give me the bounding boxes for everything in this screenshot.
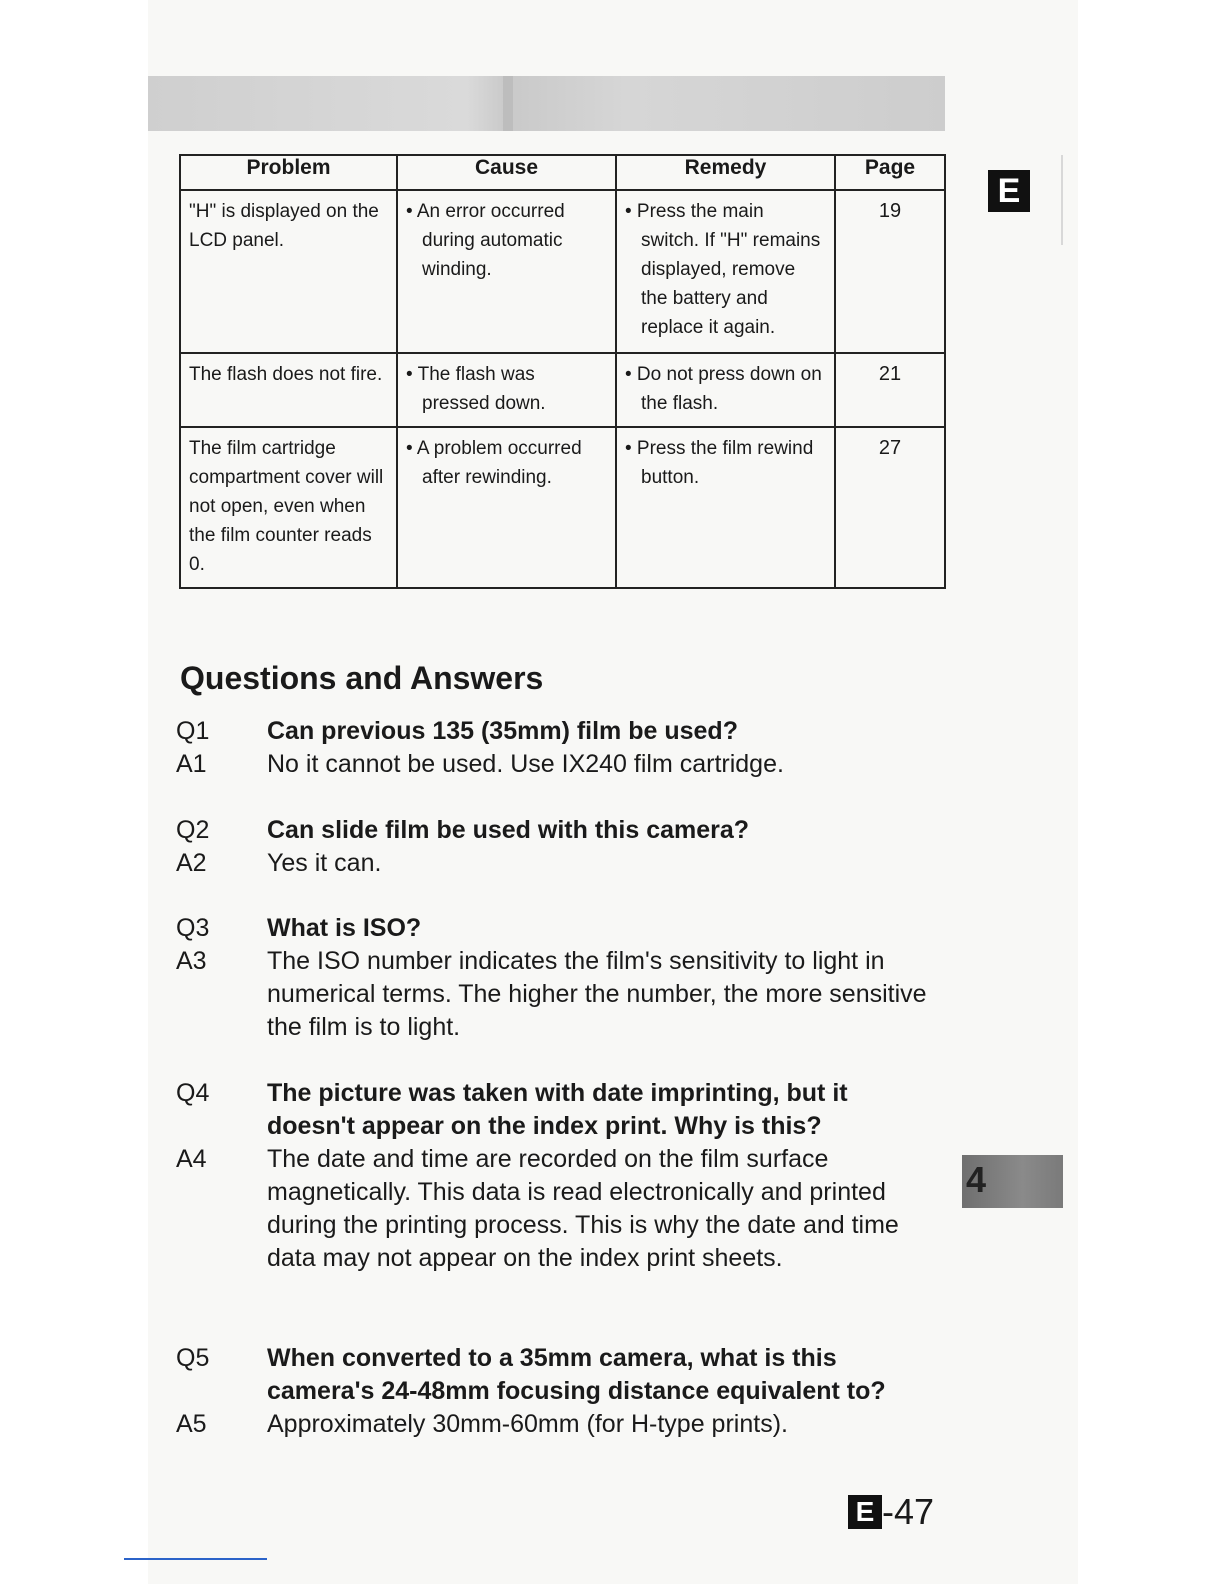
page-cell: 21 (835, 353, 945, 427)
question-label: Q1 (176, 717, 210, 745)
side-divider (1061, 155, 1063, 245)
qa-item (176, 912, 936, 1044)
qa-item (176, 1077, 936, 1275)
troubleshooting-table (179, 154, 946, 589)
header-page: Page (835, 155, 945, 190)
question-label: Q2 (176, 816, 210, 844)
cause-cell: • The flash was pressed down. (397, 353, 616, 427)
remedy-cell: • Press the main switch. If "H" remains displayed, remove the battery and replace it again. (616, 190, 835, 353)
answer-label: A1 (176, 750, 207, 778)
header-bar (148, 76, 945, 131)
problem-cell: "H" is displayed on the LCD panel. (180, 190, 397, 353)
table-row (180, 427, 945, 588)
header-remedy: Remedy (616, 155, 835, 190)
answer-label: A5 (176, 1410, 207, 1438)
qa-item (176, 814, 936, 880)
problem-cell: The flash does not fire. (180, 353, 397, 427)
question-text: What is ISO? (267, 914, 422, 942)
page-number (848, 1492, 934, 1532)
problem-cell: The film cartridge compartment cover will not open, even when the film counter reads 0. (180, 427, 397, 588)
answer-label: A2 (176, 849, 207, 877)
question-label: Q4 (176, 1079, 210, 1107)
page-section-letter: E (848, 1495, 882, 1529)
qa-item (176, 1342, 936, 1441)
header-problem: Problem (180, 155, 397, 190)
table-row (180, 190, 945, 353)
answer-text: Yes it can. (267, 849, 382, 877)
footer-rule (124, 1558, 267, 1560)
page-number-value: -47 (882, 1491, 935, 1532)
question-text: The picture was taken with date imprinting, but it doesn't appear on the index print. Why is this? (267, 1079, 848, 1140)
question-text: When converted to a 35mm camera, what is this camera's 24-48mm focusing distance equivalent to? (267, 1344, 886, 1405)
header-cause: Cause (397, 155, 616, 190)
remedy-cell: • Press the film rewind button. (616, 427, 835, 588)
page-cell: 19 (835, 190, 945, 353)
page-cell: 27 (835, 427, 945, 588)
answer-text: The date and time are recorded on the film surface magnetically. This data is read electronically and printed during the printing process. This is why the date and time data may not appear on the index print sheets. (267, 1145, 899, 1272)
chapter-number: 4 (966, 1159, 987, 1200)
table-row (180, 353, 945, 427)
answer-text: No it cannot be used. Use IX240 film cartridge. (267, 750, 784, 778)
remedy-cell: • Do not press down on the flash. (616, 353, 835, 427)
answer-text: The ISO number indicates the film's sensitivity to light in numerical terms. The higher the number, the more sensitive the film is to light. (267, 947, 927, 1041)
question-label: Q3 (176, 914, 210, 942)
answer-label: A4 (176, 1145, 207, 1173)
cause-cell: • An error occurred during automatic winding. (397, 190, 616, 353)
question-text: Can previous 135 (35mm) film be used? (267, 717, 738, 745)
section-tab-e: E (988, 170, 1030, 212)
question-text: Can slide film be used with this camera? (267, 816, 750, 844)
qa-item (176, 715, 936, 781)
cause-cell: • A problem occurred after rewinding. (397, 427, 616, 588)
answer-text: Approximately 30mm-60mm (for H-type prints). (267, 1410, 788, 1438)
answer-label: A3 (176, 947, 207, 975)
qa-section-title: Questions and Answers (180, 660, 544, 696)
table-header-row (180, 155, 945, 190)
chapter-tab (962, 1155, 1063, 1208)
question-label: Q5 (176, 1344, 210, 1372)
